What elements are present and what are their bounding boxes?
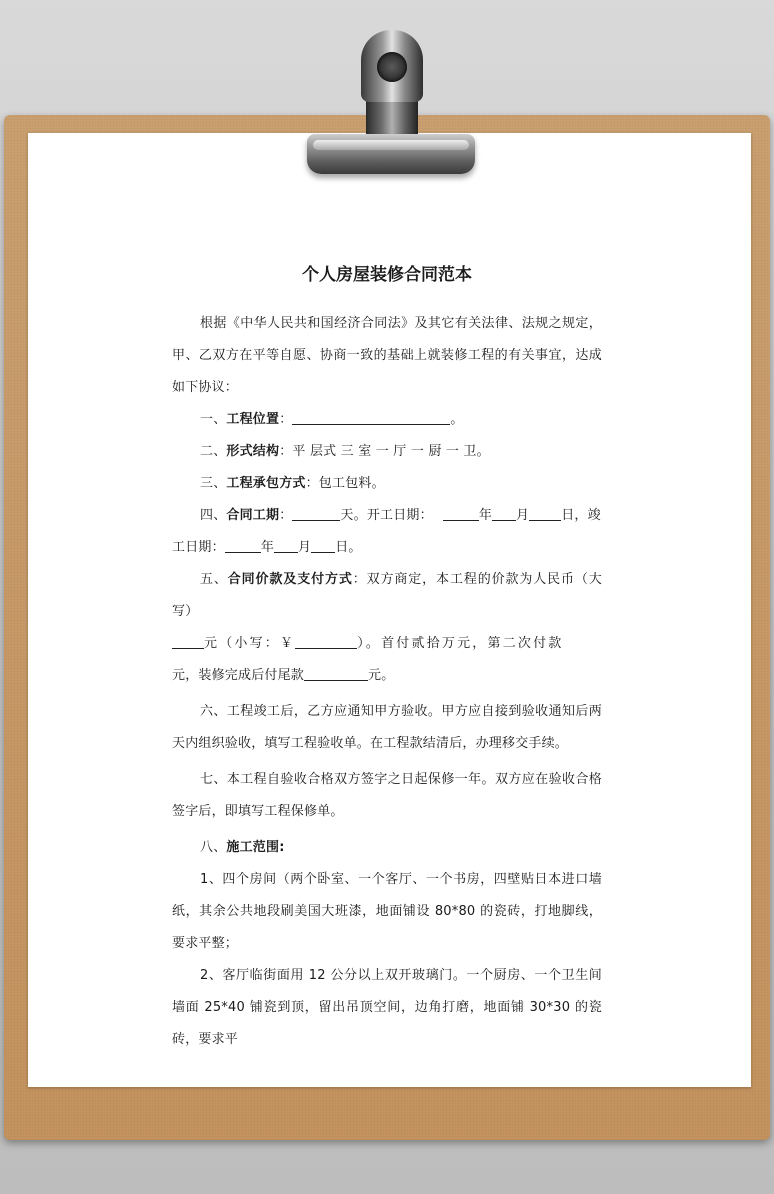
clause-2: 二、形式结构：平 层式 三 室 一 厅 一 厨 一 卫。 [200, 444, 490, 459]
page-title: 个人房屋装修合同范本 [302, 265, 472, 285]
clause-6: 六、工程竣工后，乙方应通知甲方验收。甲方应自接到验收通知后两天内组织验收，填写工程验收单。在工程款结清后，办理移交手续。 [172, 704, 602, 751]
clause-4: 四、合同工期： 天。开工日期： 年 月 日，竣 [200, 508, 601, 523]
end-day-blank[interactable] [311, 538, 335, 553]
start-month-blank[interactable] [492, 506, 516, 521]
clause-5-line-2: 元（小写：￥ ）。首付贰拾万元，第二次付款 [172, 628, 602, 660]
clause-8-key: 施工范围 [226, 840, 280, 855]
price-upper-blank[interactable] [172, 634, 204, 649]
clause-4-line-2: 工日期： 年 月 日。 [172, 540, 362, 555]
clause-8: 八、施工范围: [200, 840, 285, 855]
clause-5-key: 合同价款及支付方式 [227, 572, 353, 587]
clause-5-line-3: 元，装修完成后付尾款 元。 [172, 668, 395, 683]
price-lower-blank[interactable] [295, 634, 357, 649]
clause-3: 三、工程承包方式：包工包料。 [200, 476, 385, 491]
binder-clip-hole [377, 52, 407, 82]
scope-item-1: 1、四个房间（两个卧室、一个客厅、一个书房，四壁贴日本进口墙纸，其余公共地段刷美国大班漆，地面铺设 80*80 的瓷砖，打地脚线，要求平整； [172, 872, 602, 951]
intro-paragraph: 根据《中华人民共和国经济合同法》及其它有关法律、法规之规定，甲、乙双方在平等自愿、协商一致的基础上就装修工程的有关事宜，达成如下协议： [172, 316, 602, 395]
clause-7: 七、本工程自验收合格双方签字之日起保修一年。双方应在验收合格签字后，即填写工程保修单。 [172, 772, 602, 819]
end-month-blank[interactable] [274, 538, 298, 553]
final-payment-blank[interactable] [304, 666, 368, 681]
clause-5: 五、合同价款及支付方式：双方商定，本工程的价款为人民币（大写） [172, 572, 602, 619]
contract-document [172, 262, 602, 1056]
clause-1: 一、工程位置： 。 [200, 412, 464, 427]
location-blank[interactable] [292, 410, 450, 425]
start-year-blank[interactable] [443, 506, 479, 521]
clause-2-key: 形式结构 [226, 444, 280, 459]
clause-4-key: 合同工期 [226, 508, 280, 523]
scope-item-2: 2、客厅临街面用 12 公分以上双开玻璃门。一个厨房、一个卫生间墙面 25*40 铺瓷到顶，留出吊顶空间，边角打磨，地面铺 30*30 的瓷砖，要求平 [172, 968, 602, 1047]
clause-3-key: 工程承包方式 [226, 476, 306, 491]
start-day-blank[interactable] [529, 506, 561, 521]
duration-blank[interactable] [292, 506, 340, 521]
clause-1-key: 工程位置 [226, 412, 280, 427]
end-year-blank[interactable] [225, 538, 261, 553]
binder-clip-rim [313, 140, 469, 150]
